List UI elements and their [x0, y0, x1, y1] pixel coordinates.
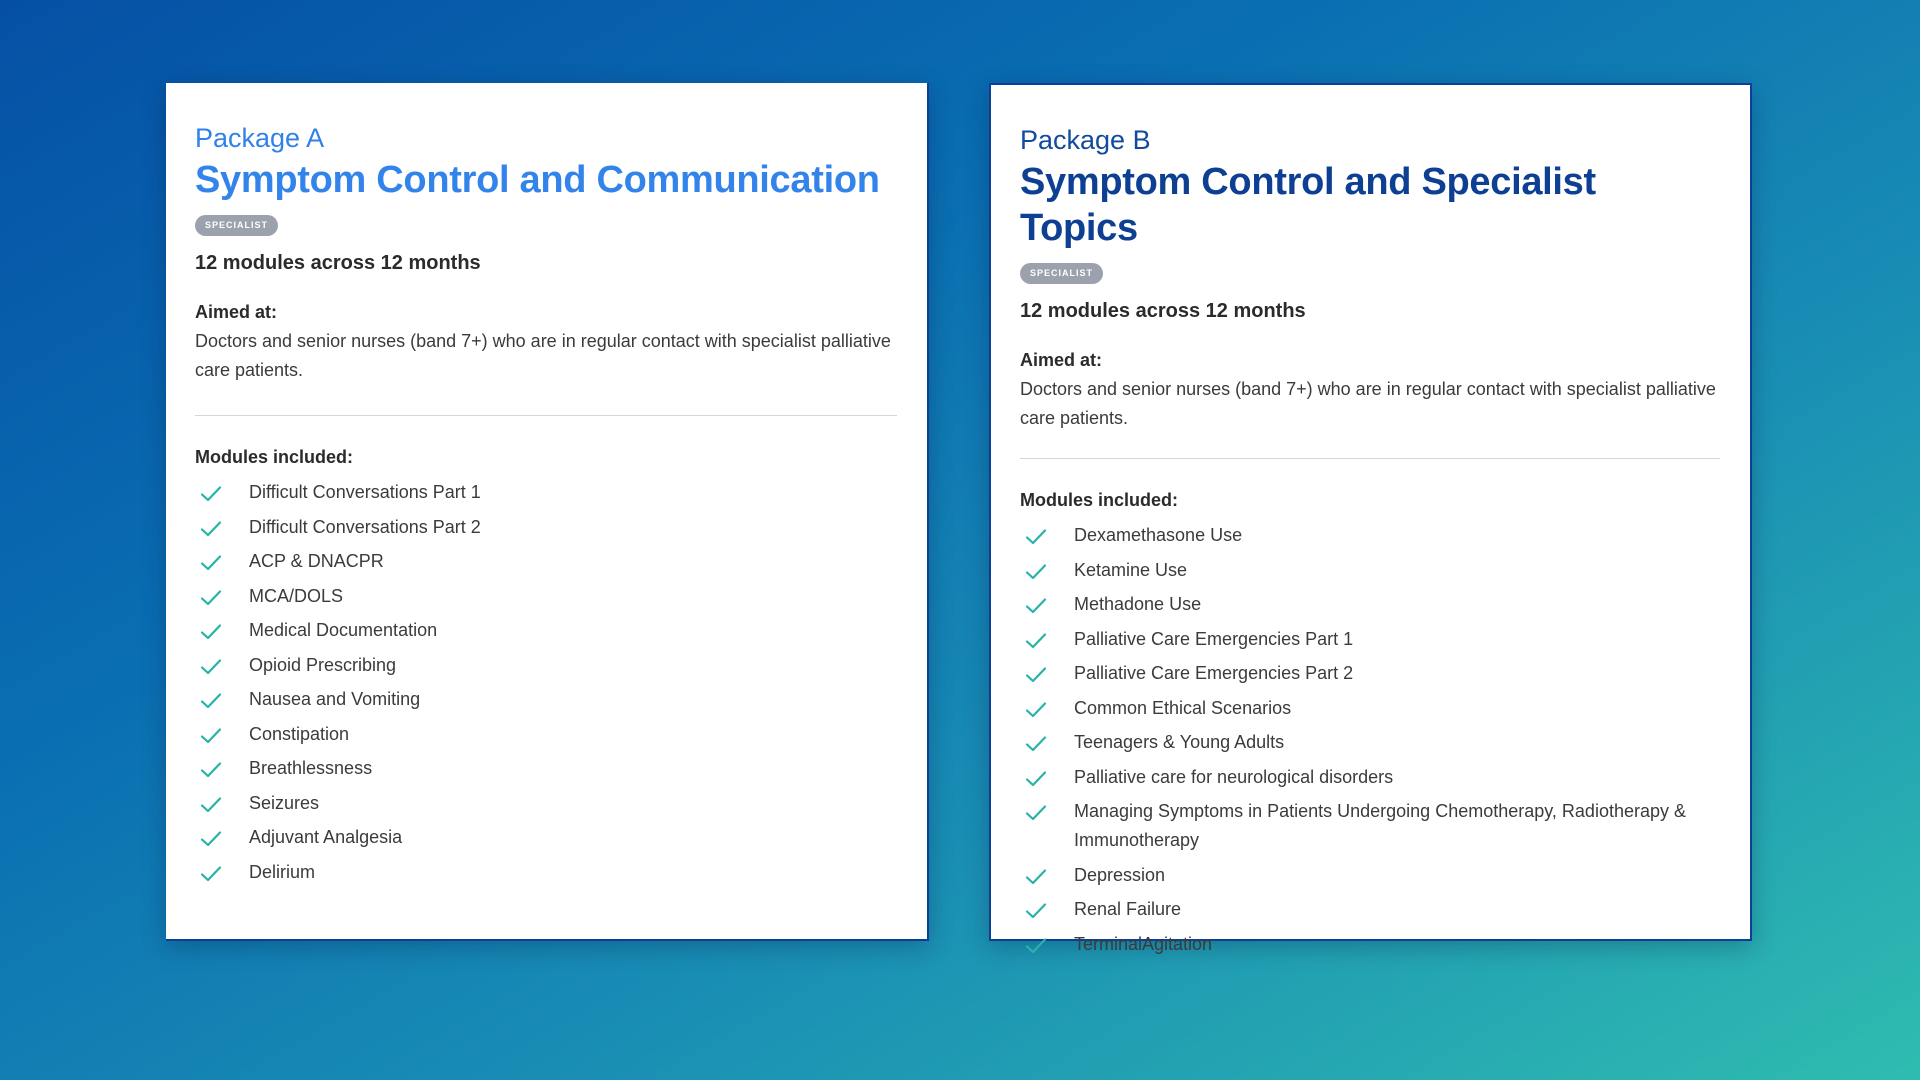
package-a-modules-count: 12 modules across 12 months [195, 252, 481, 274]
checkmark-icon [1025, 866, 1047, 884]
package-a-card [166, 83, 929, 941]
module-list-item [195, 547, 897, 576]
module-list-item [1020, 556, 1720, 585]
checkmark-icon [200, 759, 222, 777]
module-name: Common Ethical Scenarios [1074, 697, 1292, 718]
checkmark-icon [200, 794, 222, 812]
module-list-item [1020, 694, 1720, 723]
checkmark-icon [1025, 630, 1047, 648]
checkmark-icon [200, 552, 222, 570]
module-name: Seizures [249, 792, 320, 813]
package-a-module-list [195, 478, 897, 887]
checkmark-icon [1025, 768, 1047, 786]
module-list-item [195, 513, 897, 542]
checkmark-icon [1025, 900, 1047, 918]
package-b-modules-count: 12 modules across 12 months [1020, 300, 1306, 322]
module-name: Palliative care for neurological disorders [1074, 766, 1394, 787]
package-b-badge: SPECIALIST [1020, 263, 1103, 284]
module-list-item [195, 858, 897, 887]
module-list-item [1020, 728, 1720, 757]
checkmark-icon [200, 690, 222, 708]
module-list-item [195, 789, 897, 818]
module-name: Medical Documentation [249, 620, 438, 640]
module-name: Dexamethasone Use [1074, 525, 1243, 545]
module-list-item [1020, 930, 1720, 959]
module-list-item [195, 685, 897, 714]
module-list-item [195, 720, 897, 749]
module-name: Adjuvant Analgesia [249, 827, 403, 847]
module-list-item [195, 754, 897, 783]
checkmark-icon [1025, 595, 1047, 613]
module-name: Depression [1074, 864, 1166, 885]
module-list-item [195, 651, 897, 680]
module-name: Opioid Prescribing [249, 654, 397, 675]
checkmark-icon [1025, 935, 1047, 953]
package-a-included-label: Modules included: [195, 447, 354, 467]
module-list-item [1020, 895, 1720, 924]
checkmark-icon [200, 656, 222, 674]
module-name: Palliative Care Emergencies Part 1 [1074, 628, 1354, 649]
checkmark-icon [1025, 526, 1047, 544]
module-list-item [1020, 763, 1720, 792]
module-name: Teenagers & Young Adults [1074, 732, 1285, 752]
package-a-aimed-label: Aimed at: [195, 302, 278, 322]
module-list-item [1020, 590, 1720, 619]
package-a-divider [195, 415, 897, 416]
package-b-title: Symptom Control and Specialist Topics [1020, 161, 1596, 249]
checkmark-icon [200, 863, 222, 881]
package-b-card [989, 83, 1752, 954]
package-a-badge: SPECIALIST [195, 215, 278, 236]
module-list-item [195, 823, 897, 852]
package-b-label: Package B [1020, 125, 1151, 155]
module-list-item [1020, 861, 1720, 890]
module-list-item [1020, 659, 1720, 688]
module-name: ACP & DNACPR [249, 551, 384, 571]
checkmark-icon [1025, 802, 1047, 820]
package-a-title: Symptom Control and Communication [195, 159, 880, 201]
module-list-item [195, 582, 897, 611]
package-a-aimed-text: Doctors and senior nurses (band 7+) who are in regular contact with specialist palliative care patients. [195, 331, 891, 380]
checkmark-icon [1025, 733, 1047, 751]
module-name: Ketamine Use [1074, 559, 1188, 580]
checkmark-icon [1025, 664, 1047, 682]
module-name: Methadone Use [1074, 594, 1202, 614]
module-name: Delirium [249, 861, 316, 882]
checkmark-icon [1025, 561, 1047, 579]
module-list-item [1020, 625, 1720, 654]
module-list-item [1020, 797, 1720, 855]
package-b-aimed-text: Doctors and senior nurses (band 7+) who are in regular contact with specialist palliative care patients. [1020, 379, 1716, 428]
module-list-item [1020, 521, 1720, 550]
module-name: Constipation [249, 723, 350, 744]
module-name: Renal Failure [1074, 899, 1182, 919]
checkmark-icon [200, 518, 222, 536]
checkmark-icon [200, 828, 222, 846]
module-name: Palliative Care Emergencies Part 2 [1074, 663, 1354, 683]
module-name: Breathlessness [249, 758, 373, 778]
checkmark-icon [200, 483, 222, 501]
package-b-aimed-label: Aimed at: [1020, 350, 1103, 370]
module-name: MCA/DOLS [249, 585, 344, 606]
module-name: Nausea and Vomiting [249, 689, 421, 709]
module-name: Difficult Conversations Part 1 [249, 482, 481, 502]
checkmark-icon [200, 587, 222, 605]
package-b-module-list [1020, 521, 1720, 959]
module-list-item [195, 616, 897, 645]
checkmark-icon [200, 725, 222, 743]
module-name: Difficult Conversations Part 2 [249, 516, 481, 537]
checkmark-icon [1025, 699, 1047, 717]
module-name: TerminalAgitation [1074, 933, 1213, 954]
module-list-item [195, 478, 897, 507]
checkmark-icon [200, 621, 222, 639]
package-a-label: Package A [195, 123, 325, 153]
package-b-included-label: Modules included: [1020, 490, 1179, 510]
package-b-divider [1020, 458, 1720, 459]
module-name: Managing Symptoms in Patients Undergoing Chemotherapy, Radiotherapy & Immunotherapy [1074, 801, 1686, 850]
